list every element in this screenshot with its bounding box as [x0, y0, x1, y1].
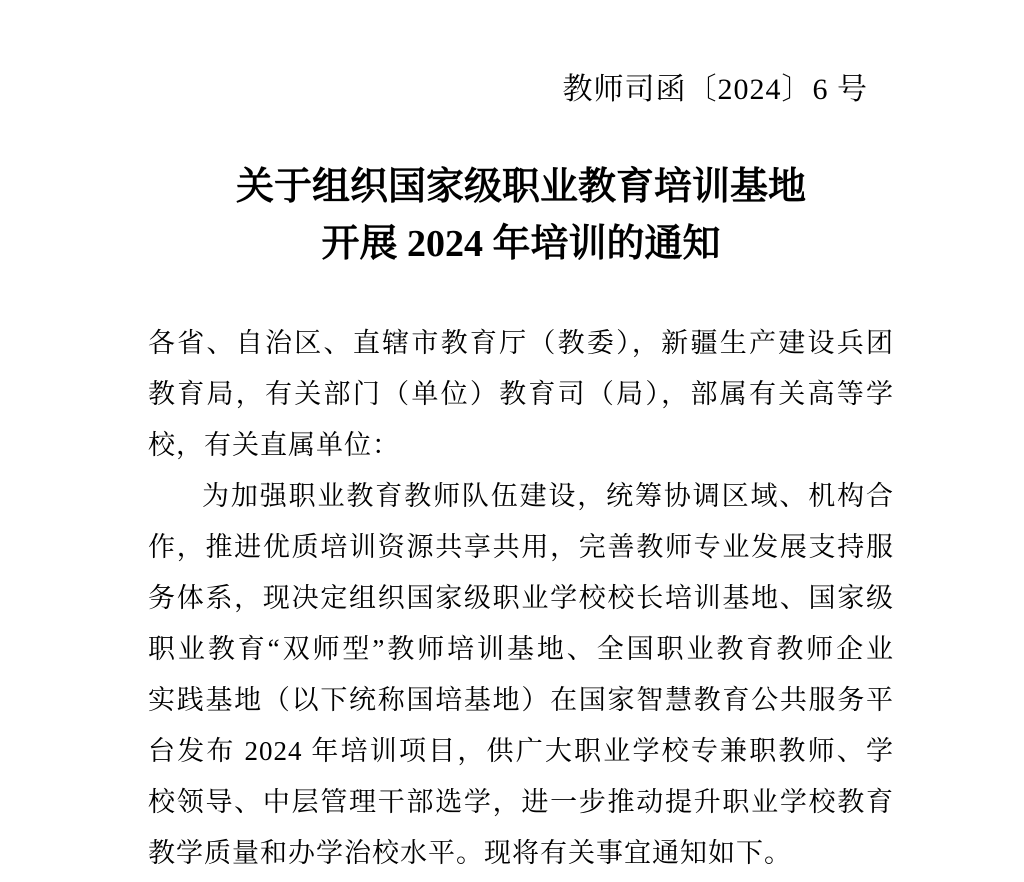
paragraph-line: 职业教育“双师型”教师培训基地、全国职业教育教师企业 [148, 634, 894, 664]
document-content [0, 72, 1024, 879]
title-line-1: 关于组织国家级职业教育培训基地 [235, 166, 806, 208]
paragraph-line: 实践基地（以下统称国培基地）在国家智慧教育公共服务平 [148, 685, 894, 715]
document-body [148, 318, 894, 879]
paragraph-line: 校领导、中层管理干部选学，进一步推动提升职业学校教育 [148, 787, 894, 817]
title-line-2: 开展 2024 年培训的通知 [321, 223, 721, 265]
salutation-line: 校，有关直属单位： [148, 430, 400, 460]
salutation-line: 教育局，有关部门（单位）教育司（局），部属有关高等学 [148, 379, 894, 409]
main-paragraph [148, 471, 894, 879]
paragraph-line: 教学质量和办学治校水平。现将有关事宜通知如下。 [148, 838, 792, 868]
paragraph-line: 作，推进优质培训资源共享共用，完善教师专业发展支持服 [148, 532, 894, 562]
salutation-paragraph [148, 318, 894, 471]
doc-number: 教师司函〔2024〕6 号 [562, 73, 868, 106]
salutation-line: 各省、自治区、直辖市教育厅（教委），新疆生产建设兵团 [148, 328, 894, 358]
paragraph-line: 务体系，现决定组织国家级职业学校校长培训基地、国家级 [148, 583, 894, 613]
document-title [148, 159, 894, 273]
paragraph-line: 台发布 2024 年培训项目，供广大职业学校专兼职教师、学 [148, 736, 894, 766]
paragraph-line: 为加强职业教育教师队伍建设，统筹协调区域、机构合 [202, 481, 894, 511]
